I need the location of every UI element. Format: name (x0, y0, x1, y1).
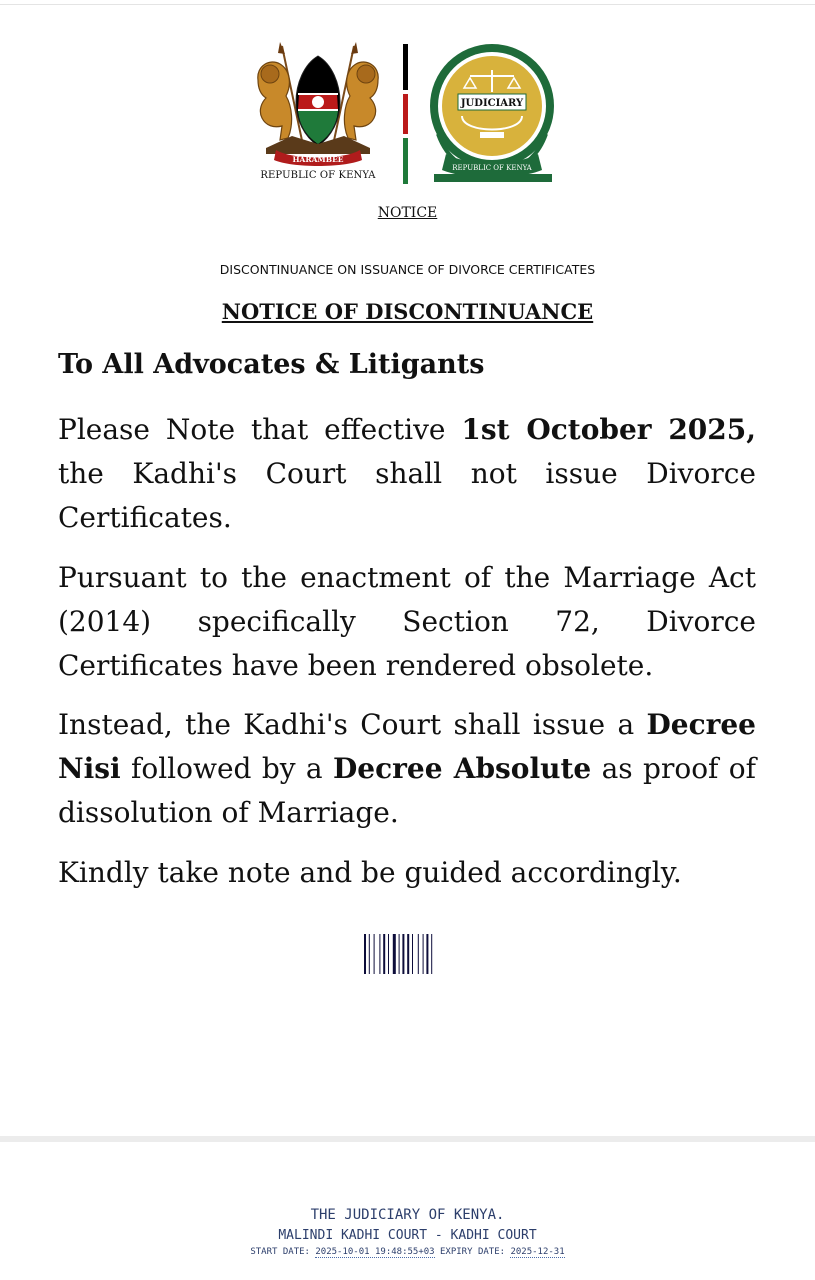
p3-text-post: as proof of dissolution of Marriage. (58, 752, 756, 829)
barcode-bar (431, 934, 432, 974)
notice-label: NOTICE (377, 205, 438, 221)
flag-divider (403, 44, 408, 184)
barcode-bar (426, 934, 428, 974)
barcode-bar (423, 934, 424, 974)
paragraph-marriage-act: Pursuant to the enactment of the Marriage Act (2014) specifically Section 72, Divorce Certificates have been rendered obsolete. (58, 561, 756, 682)
barcode-bar (369, 934, 370, 974)
notice-title: NOTICE OF DISCONTINUANCE (221, 299, 594, 324)
start-date-value: 2025-10-01 19:48:55+03 (315, 1247, 435, 1257)
barcode-bar (393, 934, 396, 974)
kenya-coat-of-arms-emblem (252, 40, 384, 188)
judiciary-seal-emblem (428, 42, 558, 186)
decree-absolute: Decree Absolute (333, 752, 592, 785)
footer-court: MALINDI KADHI COURT - KADHI COURT (278, 1228, 537, 1243)
barcode-bar (383, 934, 385, 974)
decree-nisi: Decree Nisi (58, 708, 756, 785)
expiry-date-label: EXPIRY DATE: (434, 1247, 511, 1257)
expiry-date-value: 2025-12-31 (510, 1247, 565, 1257)
paragraph-guidance: Kindly take note and be guided accordingly. (58, 856, 682, 889)
p1-text-post: the Kadhi's Court shall not issue Divorce Certificates. (58, 457, 756, 534)
barcode-bar (399, 934, 400, 974)
barcode-bar (412, 934, 413, 974)
barcode-bar (364, 934, 366, 974)
barcode-bar (407, 934, 409, 974)
paragraph-effective-date (58, 408, 756, 540)
p3-text-pre: Instead, the Kadhi's Court shall issue a (58, 708, 647, 741)
barcode-bar (418, 934, 419, 974)
p1-text-pre: Please Note that effective (58, 413, 462, 446)
footer-validity (0, 1247, 815, 1257)
barcode-bar (402, 934, 404, 974)
footer-rule (0, 1136, 815, 1142)
seal-label: JUDICIARY (460, 98, 524, 109)
barcode-icon (364, 934, 450, 974)
notice-subtitle: DISCONTINUANCE ON ISSUANCE OF DIVORCE CERTIFICATES (219, 262, 596, 277)
effective-date: 1st October 2025, (461, 413, 756, 446)
seal-ribbon: REPUBLIC OF KENYA (452, 164, 532, 172)
coat-motto: HARAMBEE (292, 155, 344, 164)
barcode-bar (374, 934, 375, 974)
barcode-bar (388, 934, 389, 974)
paragraph-decree (58, 703, 756, 835)
greeting-heading: To All Advocates & Litigants (58, 349, 485, 380)
footer-org: THE JUDICIARY OF KENYA. (310, 1207, 505, 1223)
p3-text-mid: followed by a (120, 752, 333, 785)
barcode-bar (379, 934, 380, 974)
coat-caption: REPUBLIC OF KENYA (260, 170, 376, 181)
start-date-label: START DATE: (250, 1247, 316, 1257)
top-rule (0, 4, 815, 5)
